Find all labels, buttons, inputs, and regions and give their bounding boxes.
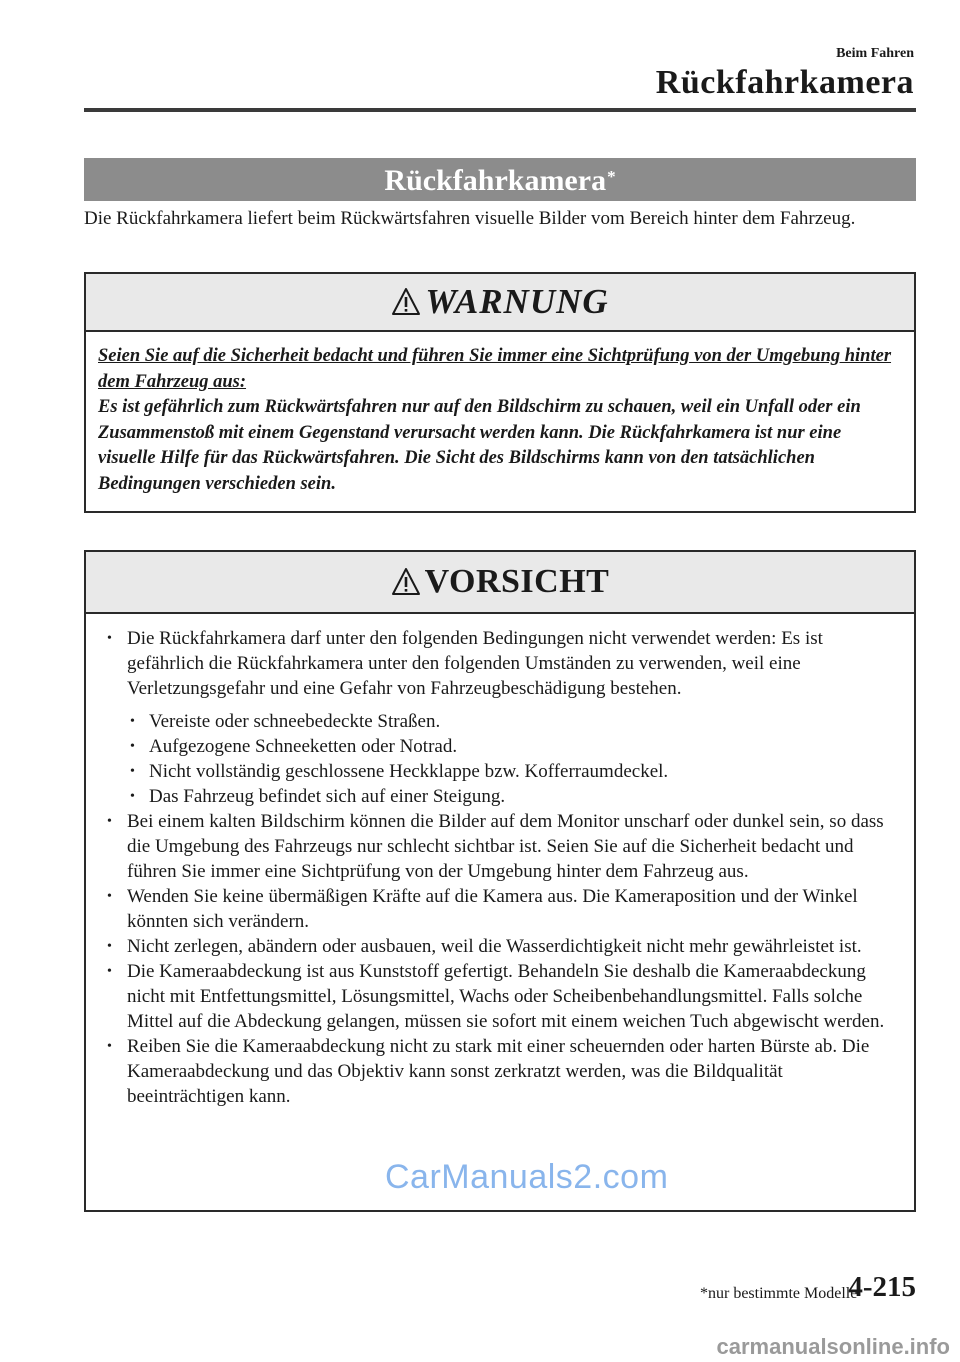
- list-item: • Nicht zerlegen, abändern oder ausbauen, weil die Wasserdichtigkeit nicht mehr gewährleistet ist.: [100, 934, 902, 959]
- warning-body: [86, 332, 914, 497]
- caution-title: VORSICHT: [424, 563, 610, 600]
- section-title: Rückfahrkamera: [384, 164, 607, 197]
- header-chapter: Rückfahrkamera: [655, 64, 914, 101]
- caution-sublist: [127, 709, 902, 809]
- list-item: • Aufgezogene Schneeketten oder Notrad.: [127, 734, 902, 759]
- warning-box: [84, 272, 916, 513]
- warning-title: WARNUNG: [425, 282, 609, 321]
- caution-box: [84, 550, 916, 1212]
- footer-site: carmanualsonline.info: [716, 1334, 950, 1359]
- warning-header: [86, 274, 914, 332]
- list-item: • Die Kameraabdeckung ist aus Kunststoff gefertigt. Behandeln Sie deshalb die Kameraabdeckung nicht mit Entfettungsmittel, Lösungsmittel, Wachs oder Scheibenbehandlungsmittel. Falls solche Mittel auf die Abdeckung gelangen, müssen sie sofort mit einem weichen Tuch abgewischt werden.: [100, 959, 902, 1034]
- warning-lead: Seien Sie auf die Sicherheit bedacht und führen Sie immer eine Sichtprüfung von der Umgebung hinter dem Fahrzeug aus:: [98, 346, 892, 392]
- caution-body: [86, 614, 914, 1109]
- header-section: Beim Fahren: [836, 46, 914, 61]
- list-item: • Reiben Sie die Kameraabdeckung nicht zu stark mit einer scheuernden oder harten Bürste ab. Die Kameraabdeckung und das Objektiv kann sonst zerkratzt werden, was die Bildqualität beeinträchtigen kann.: [100, 1034, 902, 1109]
- page-number: 4-215: [848, 1271, 916, 1303]
- section-marker: *: [607, 167, 616, 186]
- watermark: CarManuals2.com: [385, 1158, 669, 1196]
- footnote: *nur bestimmte Modelle: [700, 1285, 858, 1302]
- caution-list: [100, 626, 902, 1109]
- header-rule: [84, 108, 916, 112]
- list-item: [100, 626, 902, 809]
- warning-triangle-icon: [391, 287, 421, 317]
- caution-header: [86, 552, 914, 614]
- section-banner: [84, 158, 916, 201]
- list-item: • Vereiste oder schneebedeckte Straßen.: [127, 709, 902, 734]
- list-item: • Bei einem kalten Bildschirm können die Bilder auf dem Monitor unscharf oder dunkel sein, so dass die Umgebung des Fahrzeugs nur schlecht sichtbar ist. Seien Sie auf die Sicherheit bedacht und führen Sie immer eine Sichtprüfung von der Umgebung hinter dem Fahrzeug aus.: [100, 809, 902, 884]
- intro-text: Die Rückfahrkamera liefert beim Rückwärtsfahren visuelle Bilder vom Bereich hinter dem Fahrzeug.: [84, 208, 856, 229]
- warning-triangle-icon: [391, 567, 421, 597]
- list-item: • Nicht vollständig geschlossene Heckklappe bzw. Kofferraumdeckel.: [127, 759, 902, 784]
- list-item: • Wenden Sie keine übermäßigen Kräfte auf die Kamera aus. Die Kameraposition und der Winkel könnten sich verändern.: [100, 884, 902, 934]
- caution-item-text: Die Rückfahrkamera darf unter den folgenden Bedingungen nicht verwendet werden: Es ist gefährlich die Rückfahrkamera unter den folgenden Umständen zu verwenden, weil eine Verletzungsgefahr und eine Gefahr von Fahrzeugbeschädigung bestehen.: [127, 628, 823, 699]
- list-item: • Das Fahrzeug befindet sich auf einer Steigung.: [127, 784, 902, 809]
- warning-text: Es ist gefährlich zum Rückwärtsfahren nur auf den Bildschirm zu schauen, weil ein Unfall oder ein Zusammenstoß mit einem Gegenstand verursacht werden kann. Die Rückfahrkamera ist nur eine visuelle Hilfe für das Rückwärtsfahren. Die Sicht des Bildschirms kann von den tatsächlichen Bedingungen verschieden sein.: [98, 397, 861, 494]
